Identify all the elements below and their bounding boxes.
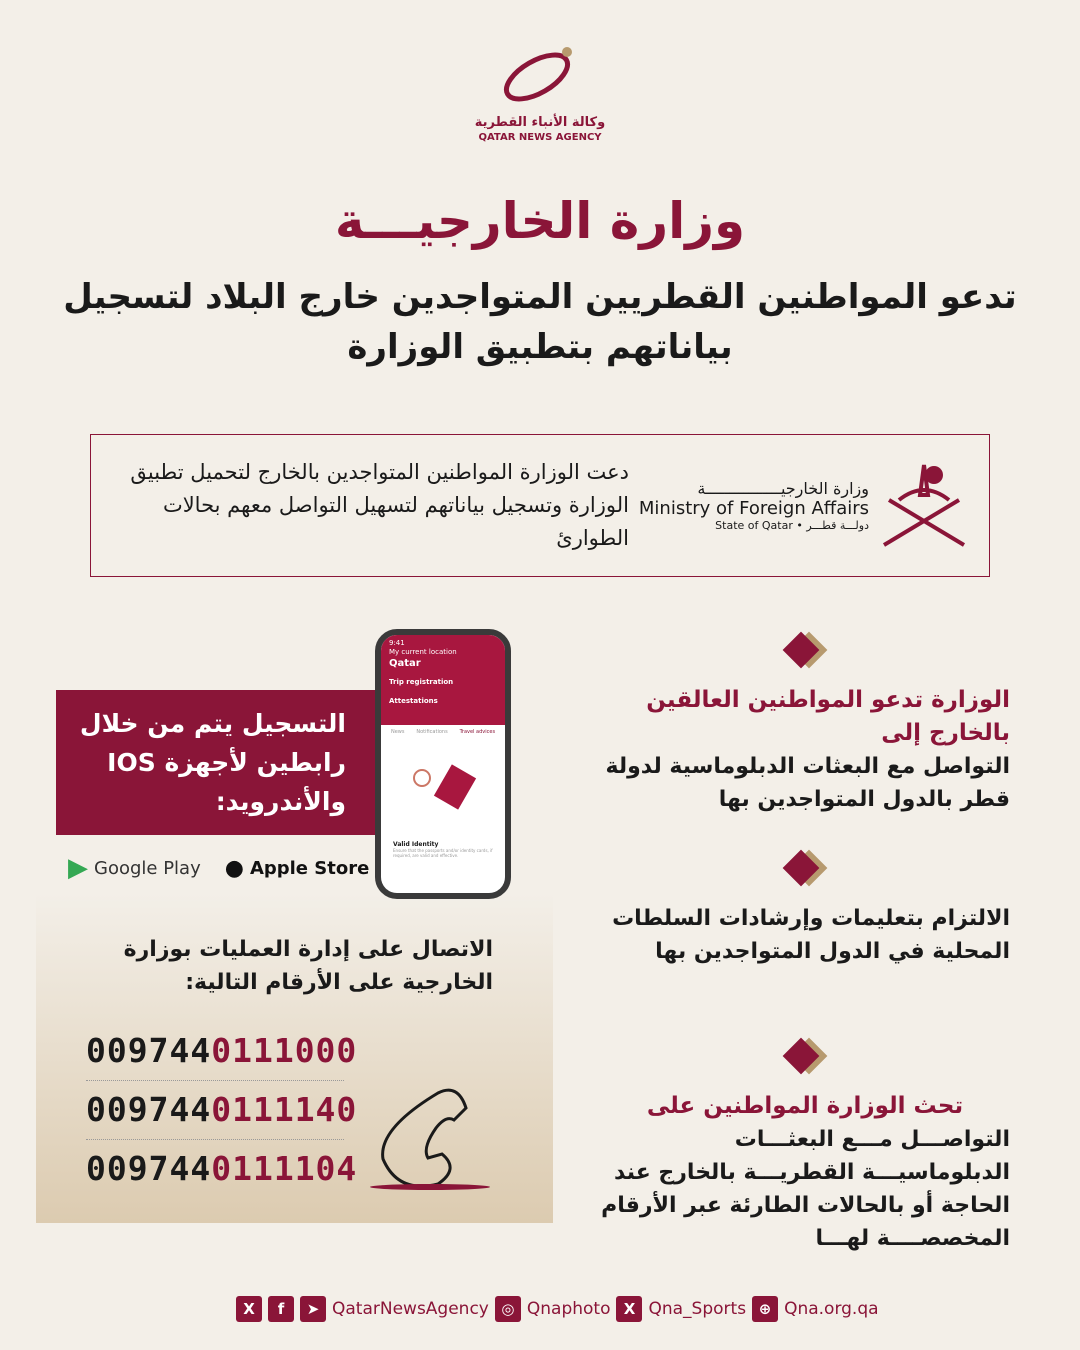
register-banner: التسجيل يتم من خلال رابطين لأجهزة IOS والأندرويد: [56,690,376,835]
x-icon[interactable]: X [616,1296,642,1322]
mofa-logo [629,460,969,552]
telegram-icon[interactable]: ➤ [300,1296,326,1322]
diamond-icon [788,848,822,888]
footer-website[interactable]: Qna.org.qa [784,1299,879,1319]
logo-english: QATAR NEWS AGENCY [478,132,602,143]
mofa-state: State of Qatar • دولـــة قطـــر [715,519,869,532]
phone-location-label: My current location [389,648,457,656]
phone-time: 9:41 [389,639,405,647]
apple-store-link[interactable] [225,853,370,883]
divider [86,1139,344,1140]
diamond-icon [788,1036,822,1076]
facebook-icon[interactable]: f [268,1296,294,1322]
point-body: الالتزام بتعليمات وإرشادات السلطات المحلية في الدول المتواجدين بها [612,906,1010,964]
point-heading: الوزارة تدعو المواطنين العالقين بالخارج إلى [646,687,1010,746]
phone-tab[interactable]: Travel advices [459,729,496,735]
contact-text: الاتصال على إدارة العمليات بوزارة الخارجية على الأرقام التالية: [123,937,493,995]
point-heading: تحث الوزارة المواطنين على [646,1093,964,1119]
qna-logo-icon [495,42,585,112]
footer [236,1296,879,1322]
point-2 [600,848,1010,1036]
mofa-emblem-icon [879,460,969,552]
google-play-icon: ▶ [68,853,88,883]
phone-number-1[interactable]: 0097440111000 [86,1031,358,1070]
phone-number-3[interactable]: 0097440111104 [86,1149,358,1188]
footer-handle[interactable]: Qnaphoto [526,1299,611,1319]
right-column [600,630,1010,1255]
diamond-icon [788,630,822,670]
point-1 [600,630,1010,848]
logo-arabic: وكالة الأنباء القطرية [474,115,606,130]
footer-handle[interactable]: QatarNewsAgency [332,1299,489,1319]
phone-location: Qatar [389,658,421,669]
point-3 [600,1036,1010,1255]
google-play-link[interactable] [68,853,201,883]
dribbble-icon[interactable]: ⊕ [752,1296,778,1322]
phone-number-2[interactable]: 0097440111140 [86,1090,358,1129]
phone-card-title: Valid Identity [393,841,439,848]
phone-mockup [375,629,511,899]
info-box [90,434,990,577]
page-subtitle: تدعو المواطنين القطريين المتواجدين خارج البلاد لتسجيل بياناتهم بتطبيق الوزارة [63,277,1017,367]
mofa-name-arabic: وزارة الخارجيــــــــــــــــة [697,479,869,498]
contact-panel [36,893,553,1223]
phone-menu-attestations[interactable]: Attestations [389,697,438,705]
x-icon[interactable]: X [236,1296,262,1322]
mofa-name-english: Ministry of Foreign Affairs [638,498,869,519]
apple-store-label: Apple Store [249,857,370,879]
passport-illustration [381,739,505,839]
telephone-icon [368,1083,493,1193]
google-play-label: Google Play [94,857,201,879]
instagram-icon[interactable]: ◎ [495,1296,521,1322]
page-title: وزارة الخارجيـــة [334,192,746,250]
apple-icon: ● [224,855,244,881]
phone-card-text: Ensure that the passports and/or identity cards, if required, are valid and effective. [393,848,493,858]
footer-handle[interactable]: Qna_Sports [648,1299,747,1319]
info-box-text: دعت الوزارة المواطنين المتواجدين بالخارج لتحميل تطبيق الوزارة وتسجيل بياناتهم لتسهيل التواصل معهم بحالات الطوارئ [130,460,629,550]
phone-tab[interactable]: Notifications [416,729,448,735]
phone-menu-trip[interactable]: Trip registration [389,678,454,686]
divider [86,1080,344,1081]
phone-tab[interactable]: News [390,729,405,735]
point-body: التواصل مع البعثات الدبلوماسية لدولة قطر بالدول المتواجدين بها [605,754,1010,812]
point-body: التواصـــل مـــع البعثـــات الدبلوماسيـــة القطريـــة بالخارج عند الحاجة أو بالحالات الطارئة عبر الأرقام المخصصــــة لهـــا [601,1127,1010,1251]
